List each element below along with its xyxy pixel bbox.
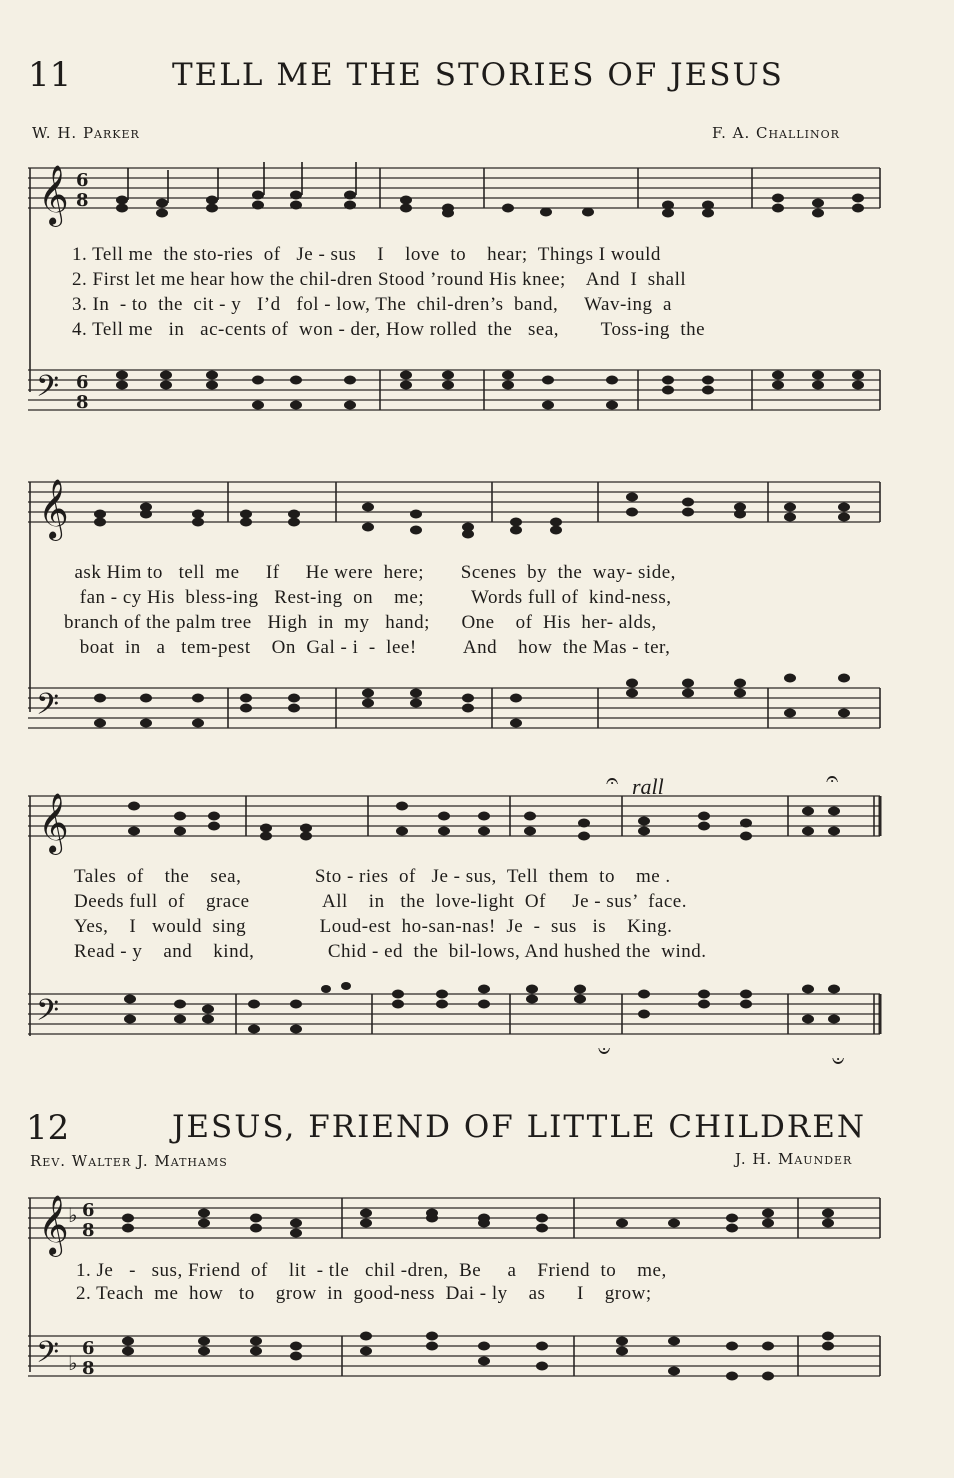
- treble-staff-system-2: [28, 464, 884, 564]
- notes-measure: [662, 201, 714, 218]
- notes-measure: [510, 694, 522, 728]
- bass-staff-hymn-12: [28, 1318, 884, 1398]
- bass-clef-icon: 𝄢: [36, 1336, 60, 1377]
- notes-measure-group: [122, 1337, 302, 1361]
- notes-measure: [360, 1332, 548, 1371]
- notes-measure: [802, 807, 840, 836]
- notes-measure: [240, 694, 300, 713]
- time-signature-bottom: 8: [82, 1358, 95, 1379]
- lyric-verse-3: branch of the palm tree High in my hand; One of His her- alds,: [64, 612, 657, 633]
- bass-clef-icon: 𝄢: [36, 688, 60, 729]
- page-number: 11: [28, 55, 72, 95]
- treble-staff-hymn-12: [28, 1180, 884, 1270]
- lyric-verse-2: fan - cy His bless-ing Rest-ing on me; Words full of kind-ness,: [64, 587, 672, 608]
- notes-measure: [362, 503, 474, 539]
- bass-staff-system-2: [28, 670, 884, 750]
- words-author: W. H. Parker: [32, 124, 140, 142]
- music-composer: F. A. Challinor: [712, 124, 840, 142]
- notes-measure: [772, 194, 864, 218]
- bass-clef-icon: 𝄢: [36, 994, 60, 1035]
- lyric-verse-1: 1. Tell me the sto-ries of Je - sus I love to hear; Things I would: [72, 244, 661, 265]
- notes-measure: [248, 982, 351, 1034]
- treble-staff-system-3: [28, 767, 884, 878]
- time-signature-bottom: 8: [76, 392, 89, 413]
- lyric-verse-1: 1. Je - sus, Friend of lit - tle chil -dren, Be a Friend to me,: [76, 1260, 667, 1281]
- hymn-12-title: JESUS, FRIEND OF LITTLE CHILDREN: [172, 1109, 866, 1145]
- lyric-verse-2: Deeds full of grace All in the love-light Of Je - sus’ face.: [74, 891, 687, 912]
- notes-measure: [626, 493, 746, 519]
- notes-measure: [616, 1209, 774, 1233]
- treble-clef-icon: 𝄞: [38, 479, 69, 539]
- hymn-12-music-credit: [735, 1150, 852, 1168]
- lyric-verse-4: 4. Tell me in ac-cents of won - der, How rolled the sea, Toss-ing the: [72, 319, 706, 340]
- lyric-verse-3: Yes, I would sing Loud-est ho-san-nas! Je - sus is King.: [74, 916, 673, 937]
- lyric-verse-4: Read - y and kind, Chid - ed the bil-lows, And hushed the wind.: [74, 941, 707, 962]
- words-author: Rev. Walter J. Mathams: [30, 1152, 228, 1170]
- fermata-icon: 𝄐: [606, 769, 619, 794]
- flat-key-signature-icon: ♭: [68, 1203, 78, 1227]
- lyric-verse-4: boat in a tem-pest On Gal - i - lee! And how the Mas - ter,: [64, 637, 671, 658]
- fermata-icon: 𝄐: [826, 767, 839, 792]
- notes-measure-group: [124, 995, 214, 1024]
- notes-measure: [400, 196, 454, 218]
- notes-measure: [822, 1332, 834, 1351]
- hymn-11-lyrics-system-2: [64, 562, 884, 662]
- flat-key-signature-icon: ♭: [68, 1351, 78, 1375]
- hymn-12-lyrics: [76, 1260, 884, 1310]
- hymn-11-lyrics-system-3: [74, 866, 884, 966]
- bass-clef-icon: 𝄢: [36, 370, 60, 411]
- notes-measure-group: [122, 1209, 302, 1238]
- treble-clef-icon: 𝄞: [38, 793, 69, 853]
- time-signature-bottom: 8: [82, 1220, 95, 1241]
- notes-measure: [502, 204, 594, 217]
- treble-clef-icon: 𝄞: [38, 1195, 69, 1255]
- lyric-verse-1: Tales of the sea, Sto - ries of Je - sus, Tell them to me .: [74, 866, 671, 887]
- lyric-verse-2: 2. First let me hear how the chil-dren Stood ’round His knee; And I shall: [72, 269, 687, 290]
- fermata-icon: 𝄑: [832, 1049, 845, 1074]
- time-signature: 6: [76, 372, 89, 393]
- hymn-11-music-credit: [712, 124, 840, 142]
- music-composer: J. H. Maunder: [735, 1150, 853, 1168]
- rallentando-marking: rall: [632, 774, 664, 799]
- hymn-11-words-credit: [32, 124, 140, 142]
- lyric-verse-3: 3. In - to the cit - y I’d fol - low, The chil-dren’s band, Wav-ing a: [72, 294, 672, 315]
- bass-staff-system-1: [28, 352, 884, 432]
- time-signature: 6: [76, 170, 89, 191]
- bass-staff-system-3: [28, 976, 884, 1076]
- notes-measure: [362, 689, 474, 713]
- treble-clef-icon: 𝄞: [38, 165, 69, 225]
- notes-measure: [392, 985, 490, 1009]
- fermata-icon: 𝄑: [598, 1039, 611, 1064]
- notes-measure-group: [116, 162, 356, 218]
- notes-measure: [510, 518, 562, 535]
- time-signature-bottom: 8: [76, 190, 89, 211]
- treble-staff-system-1: [28, 150, 884, 250]
- notes-measure: [784, 674, 850, 718]
- lyric-verse-2: 2. Teach me how to grow in good-ness Dai - ly as I grow;: [76, 1283, 652, 1304]
- time-signature: 6: [82, 1200, 95, 1221]
- hymn-12-number: 12: [26, 1108, 70, 1148]
- hymn-12-words-credit: [30, 1152, 228, 1170]
- notes-measure-group: [94, 503, 204, 527]
- lyric-verse-1: ask Him to tell me If He were here; Scenes by the way- side,: [64, 562, 676, 583]
- notes-measure: [662, 376, 714, 395]
- hymn-11-title: TELL ME THE STORIES OF JESUS: [172, 57, 784, 93]
- notes-measure: [616, 1337, 774, 1381]
- time-signature: 6: [82, 1338, 95, 1359]
- notes-measure: [360, 1209, 548, 1233]
- hymn-11-lyrics-system-1: [72, 244, 884, 344]
